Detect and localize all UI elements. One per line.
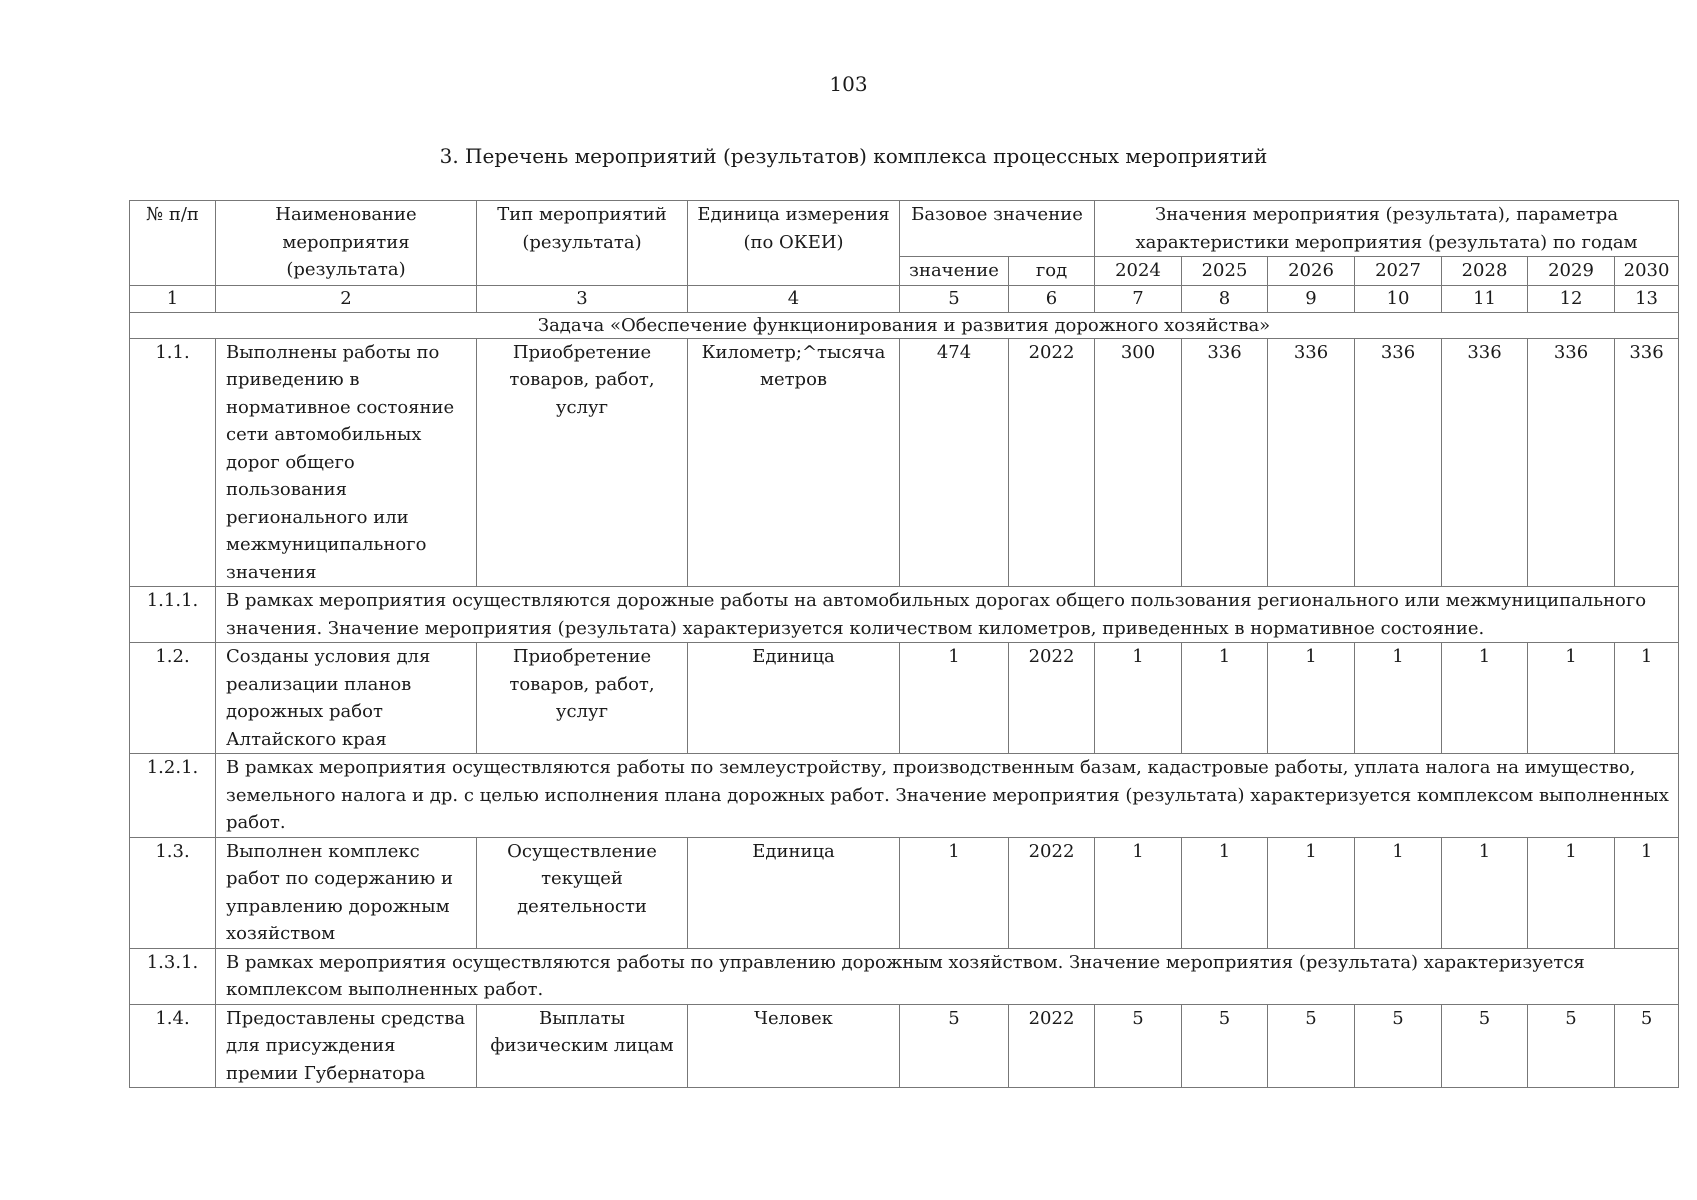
header-name: Наименование мероприятия (результата) (216, 201, 477, 286)
column-number: 1 (130, 285, 216, 312)
row-number: 1.1.1. (130, 587, 216, 643)
header-year-2024: 2024 (1095, 257, 1182, 286)
base-year: 2022 (1009, 338, 1095, 587)
column-number: 6 (1009, 285, 1095, 312)
activity-unit: Километр;^тысяча метров (688, 338, 900, 587)
base-value: 1 (900, 837, 1009, 948)
activity-type: Осуществление текущей деятельности (477, 837, 688, 948)
activity-row (130, 837, 1679, 948)
header-values-by-year: Значения мероприятия (результата), параметра характеристики мероприятия (результата) по годам (1095, 201, 1679, 257)
column-number: 12 (1528, 285, 1615, 312)
value-2027: 336 (1355, 338, 1442, 587)
header-year-2027: 2027 (1355, 257, 1442, 286)
column-number: 7 (1095, 285, 1182, 312)
base-year: 2022 (1009, 643, 1095, 754)
header-base-value: значение (900, 257, 1009, 286)
base-year: 2022 (1009, 837, 1095, 948)
column-number: 5 (900, 285, 1009, 312)
value-2024: 1 (1095, 643, 1182, 754)
column-number: 9 (1268, 285, 1355, 312)
value-2030: 1 (1615, 837, 1679, 948)
page-number: 103 (829, 72, 868, 96)
column-numbers-row (130, 285, 1679, 312)
value-2025: 5 (1182, 1004, 1268, 1088)
value-2029: 336 (1528, 338, 1615, 587)
header-base-year: год (1009, 257, 1095, 286)
value-2028: 1 (1442, 643, 1528, 754)
activity-type: Приобретение товаров, работ, услуг (477, 643, 688, 754)
column-number: 10 (1355, 285, 1442, 312)
value-2027: 1 (1355, 643, 1442, 754)
value-2026: 5 (1268, 1004, 1355, 1088)
value-2027: 5 (1355, 1004, 1442, 1088)
activity-name: Выполнены работы по приведению в нормативное состояние сети автомобильных дорог общего пользования регионального или межмуниципального значения (216, 338, 477, 587)
column-number: 11 (1442, 285, 1528, 312)
header-year-2029: 2029 (1528, 257, 1615, 286)
activity-row (130, 643, 1679, 754)
base-value: 5 (900, 1004, 1009, 1088)
header-year-2025: 2025 (1182, 257, 1268, 286)
value-2029: 1 (1528, 643, 1615, 754)
value-2030: 336 (1615, 338, 1679, 587)
value-2024: 5 (1095, 1004, 1182, 1088)
activity-unit: Единица (688, 837, 900, 948)
base-value: 1 (900, 643, 1009, 754)
value-2029: 1 (1528, 837, 1615, 948)
value-2026: 1 (1268, 643, 1355, 754)
header-num: № п/п (130, 201, 216, 286)
activities-table (129, 200, 1679, 1088)
value-2028: 1 (1442, 837, 1528, 948)
value-2030: 5 (1615, 1004, 1679, 1088)
header-type: Тип мероприятий (результата) (477, 201, 688, 286)
activity-unit: Человек (688, 1004, 900, 1088)
activity-name: Выполнен комплекс работ по содержанию и управлению дорожным хозяйством (216, 837, 477, 948)
row-number: 1.3.1. (130, 948, 216, 1004)
value-2025: 1 (1182, 837, 1268, 948)
activity-row (130, 338, 1679, 587)
activity-type: Приобретение товаров, работ, услуг (477, 338, 688, 587)
column-number: 2 (216, 285, 477, 312)
row-number: 1.2. (130, 643, 216, 754)
value-2029: 5 (1528, 1004, 1615, 1088)
value-2025: 336 (1182, 338, 1268, 587)
row-number: 1.3. (130, 837, 216, 948)
value-2030: 1 (1615, 643, 1679, 754)
activity-name: Созданы условия для реализации планов дорожных работ Алтайского края (216, 643, 477, 754)
value-2024: 300 (1095, 338, 1182, 587)
column-number: 3 (477, 285, 688, 312)
activity-type: Выплаты физическим лицам (477, 1004, 688, 1088)
description-row (130, 948, 1679, 1004)
activity-row (130, 1004, 1679, 1088)
description-row (130, 754, 1679, 838)
header-year-2028: 2028 (1442, 257, 1528, 286)
task-title: Задача «Обеспечение функционирования и развития дорожного хозяйства» (130, 312, 1679, 338)
header-year-2030: 2030 (1615, 257, 1679, 286)
header-row-1 (130, 201, 1679, 257)
value-2028: 336 (1442, 338, 1528, 587)
document-title: 3. Перечень мероприятий (результатов) комплекса процессных мероприятий (439, 144, 1268, 168)
value-2025: 1 (1182, 643, 1268, 754)
value-2028: 5 (1442, 1004, 1528, 1088)
activity-unit: Единица (688, 643, 900, 754)
value-2024: 1 (1095, 837, 1182, 948)
activity-name: Предоставлены средства для присуждения премии Губернатора (216, 1004, 477, 1088)
row-description: В рамках мероприятия осуществляются работы по управлению дорожным хозяйством. Значение мероприятия (результата) характеризуется комплексом выполненных работ. (216, 948, 1679, 1004)
value-2026: 336 (1268, 338, 1355, 587)
description-row (130, 587, 1679, 643)
row-number: 1.4. (130, 1004, 216, 1088)
header-year-2026: 2026 (1268, 257, 1355, 286)
row-number: 1.2.1. (130, 754, 216, 838)
value-2027: 1 (1355, 837, 1442, 948)
row-description: В рамках мероприятия осуществляются дорожные работы на автомобильных дорогах общего пользования регионального или межмуниципального значения. Значение мероприятия (результата) характеризуется количеством километров, приведенных в нормативное состояние. (216, 587, 1679, 643)
base-value: 474 (900, 338, 1009, 587)
row-number: 1.1. (130, 338, 216, 587)
base-year: 2022 (1009, 1004, 1095, 1088)
row-description: В рамках мероприятия осуществляются работы по землеустройству, производственным базам, кадастровые работы, уплата налога на имущество, земельного налога и др. с целью исполнения плана дорожных работ. Значение мероприятия (результата) характеризуется комплексом выполненных работ. (216, 754, 1679, 838)
value-2026: 1 (1268, 837, 1355, 948)
header-base: Базовое значение (900, 201, 1095, 257)
column-number: 8 (1182, 285, 1268, 312)
column-number: 13 (1615, 285, 1679, 312)
header-unit: Единица измерения (по ОКЕИ) (688, 201, 900, 286)
column-number: 4 (688, 285, 900, 312)
task-row (130, 312, 1679, 338)
